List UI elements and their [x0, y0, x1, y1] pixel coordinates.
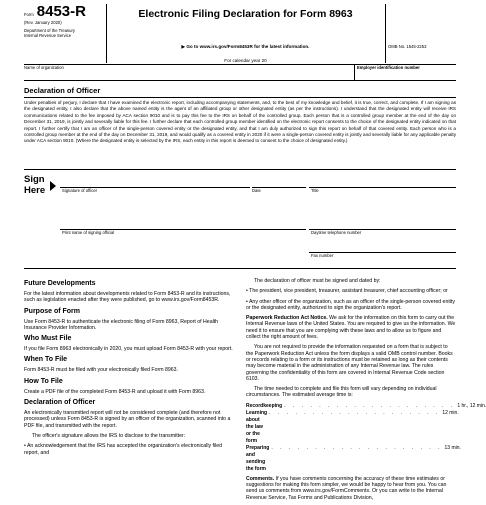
officer-bullet-2: • Any other officer of the organization, such as an officer of the single-person covered entity or the designated entity, authorized to sign the organization's report. [246, 298, 455, 311]
time-estimate-table [246, 402, 486, 473]
here-label: Here [24, 185, 46, 196]
leader-dots: . . . . . . . . . . . . . . . . . . . . [284, 402, 456, 409]
goto-instruction: ▶ Go to www.irs.gov/Form8453R for the latest information. [181, 44, 310, 49]
omb-notice-text: You are not required to provide the information requested on a form that is subject to the Paperwork Reduction Act unless the form displays a valid OMB control number. Books or records relating to a form or its instructions must be retained as long as their contents may become material in the administration of any Internal Revenue law. The rules governing the confidentiality of this form are covered in Internal Revenue Code section 6103. [246, 344, 453, 382]
comments-text: If you have comments concerning the accuracy of these time estimates or suggestions for making this form simpler, we would be happy to hear from you. You can send us comments from www.irs.gov/FormComments. Or you can write to the Internal Revenue Service, Tax Forms and Publications Division, [246, 475, 447, 501]
fax-label: Fax number [311, 253, 334, 258]
time-row [246, 444, 461, 473]
signed-by-intro: The declaration of officer must be signed and dated by: [254, 278, 381, 284]
print-name-label: Print name of signing official [62, 230, 115, 235]
future-developments-text: For the latest information about developments related to Form 8453-R and its instructions, such as legislation enacted after they were published, go to www.irs.gov/Form8453R. [24, 291, 231, 304]
how-to-file-text: Create a PDF file of the completed Form 8453-R and upload it with Form 8963. [24, 388, 206, 395]
declaration-heading: Declaration of Officer [24, 86, 101, 95]
print-name-field[interactable] [60, 217, 306, 228]
rule-above-sign [24, 169, 456, 170]
acknowledgement-bullet: • An acknowledgement that the IRS has accepted the organization's electronically filed report, and [24, 443, 223, 456]
form-number: 8453-R [36, 3, 86, 20]
time-row-value: 1 hr., 12 min. [457, 402, 486, 409]
when-to-file-text: Form 8453-R must be filed with your electronically filed Form 8963. [24, 367, 178, 374]
signature-field[interactable] [60, 174, 250, 186]
how-to-file-heading: How To File [24, 377, 63, 385]
who-must-file-text: If you file Form 8963 electronically in 2020, you must upload Form 8453-R with your report. [24, 346, 233, 353]
who-must-file-heading: Who Must File [24, 335, 72, 343]
declaration-of-officer-text: An electronically transmitted report will not be considered complete (and therefore not processed) unless Form 8453-R is signed by an officer of the organization, scanned into a PDF file, and transmitted with the report. [24, 410, 231, 429]
time-row [246, 402, 486, 410]
sign-label: Sign [24, 174, 45, 185]
rule-under-declaration-heading [24, 97, 456, 98]
instructions-left-column [24, 278, 236, 460]
sign-arrow-icon [50, 181, 56, 191]
ein-field[interactable] [357, 70, 456, 79]
date-field[interactable] [252, 174, 306, 186]
form-title: Electronic Filing Declaration for Form 8963 [138, 8, 353, 20]
leader-dots: . . . . . . . . . . . . . . . . . . . . [269, 409, 441, 416]
header-divider-right [385, 4, 386, 63]
paperwork-reduction-notice [246, 315, 456, 340]
comments-heading: Comments. [246, 475, 275, 482]
title-line [309, 187, 456, 188]
form-id-block [24, 4, 104, 39]
paperwork-reduction-text: We ask for the information on this form to carry out the Internal Revenue laws of the United States. You are required to give us the information. We need it to ensure that you are complying with these laws and to allow us to figure and collect the right amount of fees. [246, 315, 456, 341]
time-estimate-intro: The time needed to complete and file this form will vary depending on individual circumstances. The estimated average time is: [246, 386, 437, 399]
time-row [246, 409, 459, 445]
comments-paragraph [246, 476, 456, 501]
time-row-value: 13 min. [444, 444, 461, 451]
date-label: Date [252, 188, 261, 193]
when-to-file-heading: When To File [24, 356, 68, 364]
calendar-year: For calendar year 20 [224, 58, 267, 63]
organization-name-label: Name of organization [24, 65, 64, 70]
form-prefix: Form [24, 12, 34, 17]
officer-signature-text: The officer's signature allows the IRS to disclose to the transmitter: [32, 432, 186, 439]
time-row-value: 12 min. [442, 409, 459, 416]
rule-under-sign [24, 268, 456, 269]
fax-field[interactable] [309, 240, 456, 251]
signature-label: Signature of officer [62, 188, 98, 193]
title-field[interactable] [309, 174, 456, 186]
ein-label: Employer identification number [357, 65, 420, 70]
phone-field[interactable] [309, 217, 456, 228]
omb-number: OMB No. 1545-2253 [388, 44, 427, 49]
purpose-heading: Purpose of Form [24, 307, 81, 315]
phone-label: Daytime telephone number [311, 230, 362, 235]
ein-divider [354, 64, 355, 80]
department-line-1: Department of the Treasury [24, 28, 75, 34]
instructions-right-column [246, 278, 486, 505]
purpose-text: Use Form 8453-R to authenticate the electronic filing of Form 8963, Report of Health Insurance Provider Information. [24, 318, 219, 331]
title-label: Title [311, 188, 319, 193]
leader-dots: . . . . . . . . . . . . . . . . . . . . [271, 444, 443, 451]
form-revision: (Rev. January 2020) [24, 20, 62, 25]
organization-name-field[interactable] [24, 70, 353, 79]
time-row-label: Preparing and sending the form [246, 444, 270, 472]
declaration-of-officer-heading: Declaration of Officer [24, 399, 96, 407]
paperwork-reduction-heading: Paperwork Reduction Act Notice. [246, 315, 328, 322]
time-row-label: Recordkeeping [246, 402, 283, 409]
declaration-text: Under penalties of perjury, I declare that I have examined the electronic report, including accompanying statements, and, to the best of my knowledge and belief, it is true, correct, and complete. If I am signing as the designated entity, I also declare that the above named entity is the agent of an affiliated group or other designated entity (as per the instructions). I understand that the designated entity will receive IRS communications related to the fee imposed by ACA section 9010 and is to pay this fee to the IRS on behalf of the controlled group. Each person that is a controlled group member at the end of the day on December 31, 2019, is jointly and severally liable for this fee. I further declare that each controlled group member identified on the electronic report consents to the choice of the designated entity indicated on that report. I further certify that I am an officer of the single-person covered entity or the designated entity, and that I am duly authorized to sign this report on behalf of that covered entity. Each person who is a controlled group member at the end of the day on December 31, 2019, and would qualify as a covered entity in 2020 if it were a single-person covered entity is jointly and severally liable for any applicable penalty under ACA section 9010. (Where the designated entity is selected by the IRS, each entity in this report is deemed to consent to the choice of designated entity.) [24, 100, 456, 144]
future-developments-heading: Future Developments [24, 280, 96, 287]
rule-under-org [24, 80, 456, 81]
officer-bullet-1: • The president, vice president, treasurer, assistant treasurer, chief accounting officer; or [246, 288, 448, 295]
department-line-2: Internal Revenue Service [24, 33, 72, 39]
time-row-label: Learning about the law or the form [246, 409, 268, 444]
